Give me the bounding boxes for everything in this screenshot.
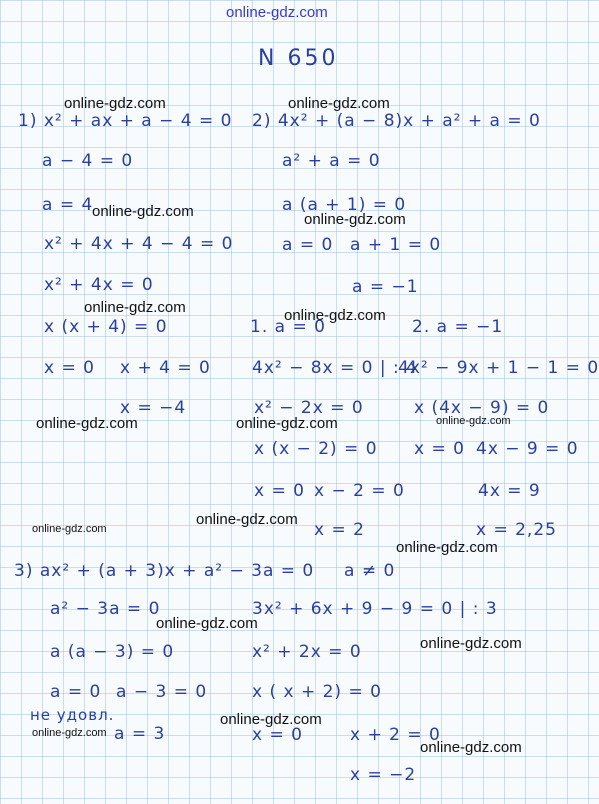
- equation-line: x = 2: [314, 520, 365, 540]
- watermark: online-gdz.com: [32, 523, 107, 535]
- equation-line: x² + 4x + 4 − 4 = 0: [44, 234, 234, 254]
- equation-line: a² − 3a = 0: [50, 599, 161, 619]
- equation-line: x (x − 2) = 0: [254, 439, 378, 459]
- equation-line: x = 0: [252, 725, 303, 745]
- equation-line: a ≠ 0: [344, 561, 396, 581]
- equation-line: x ( x + 2) = 0: [252, 682, 382, 702]
- watermark: online-gdz.com: [420, 635, 522, 652]
- equation-line: a = 0: [50, 682, 102, 702]
- equation-line: 1. a = 0: [250, 317, 326, 337]
- equation-line: x² + 4x = 0: [44, 275, 154, 295]
- watermark: online-gdz.com: [156, 615, 258, 632]
- equation-line: x = 2,25: [476, 520, 557, 540]
- watermark: online-gdz.com: [436, 415, 511, 427]
- watermark: online-gdz.com: [396, 539, 498, 556]
- equation-line: x = −4: [120, 398, 187, 418]
- watermark: online-gdz.com: [32, 727, 107, 739]
- equation-line: x² − 2x = 0: [254, 398, 364, 418]
- equation-line: 4x² − 8x = 0 | : 4: [252, 358, 418, 378]
- page-title: N 650: [258, 46, 339, 71]
- watermark: online-gdz.com: [196, 511, 298, 528]
- equation-line: x − 2 = 0: [314, 481, 405, 501]
- equation-line: 3x² + 6x + 9 − 9 = 0 | : 3: [252, 599, 498, 619]
- equation-line: 4x² − 9x + 1 − 1 = 0: [398, 358, 599, 378]
- equation-line: 4x = 9: [478, 481, 541, 501]
- equation-line: a² + a = 0: [282, 151, 381, 171]
- watermark: online-gdz.com: [226, 4, 328, 21]
- equation-line: x (4x − 9) = 0: [414, 398, 550, 418]
- equation-line: 3) ax² + (a + 3)x + a² − 3a = 0: [14, 561, 315, 581]
- watermark: online-gdz.com: [284, 307, 386, 324]
- equation-line: 1) x² + ax + a − 4 = 0: [18, 111, 233, 131]
- equation-line: a = 3: [114, 724, 166, 744]
- equation-line: x = −2: [350, 765, 417, 785]
- watermark: online-gdz.com: [304, 211, 406, 228]
- equation-line: a − 3 = 0: [116, 682, 208, 702]
- watermark: online-gdz.com: [236, 415, 338, 432]
- watermark: online-gdz.com: [288, 95, 390, 112]
- watermark: online-gdz.com: [36, 415, 138, 432]
- equation-line: a (a + 1) = 0: [282, 195, 407, 215]
- equation-line: a = 4: [42, 195, 94, 215]
- equation-line: x + 4 = 0: [120, 358, 211, 378]
- equation-line: a + 1 = 0: [350, 235, 442, 255]
- watermark: online-gdz.com: [220, 711, 322, 728]
- equation-line: x = 0: [254, 481, 305, 501]
- equation-line: a (a − 3) = 0: [50, 642, 175, 662]
- equation-line: x = 0: [414, 439, 465, 459]
- equation-line: не удовл.: [30, 706, 115, 724]
- equation-line: x + 2 = 0: [350, 725, 441, 745]
- watermark: online-gdz.com: [420, 739, 522, 756]
- equation-line: x = 0: [44, 358, 95, 378]
- equation-line: 2. a = −1: [412, 317, 504, 337]
- equation-line: a = 0: [282, 235, 334, 255]
- equation-line: 4x − 9 = 0: [476, 439, 579, 459]
- equation-line: x (x + 4) = 0: [44, 317, 168, 337]
- equation-line: a = −1: [352, 277, 419, 297]
- watermark: online-gdz.com: [64, 95, 166, 112]
- equation-line: a − 4 = 0: [42, 151, 134, 171]
- equation-line: 2) 4x² + (a − 8)x + a² + a = 0: [252, 111, 541, 131]
- equation-line: x² + 2x = 0: [252, 642, 362, 662]
- watermark: online-gdz.com: [92, 203, 194, 220]
- watermark: online-gdz.com: [84, 299, 186, 316]
